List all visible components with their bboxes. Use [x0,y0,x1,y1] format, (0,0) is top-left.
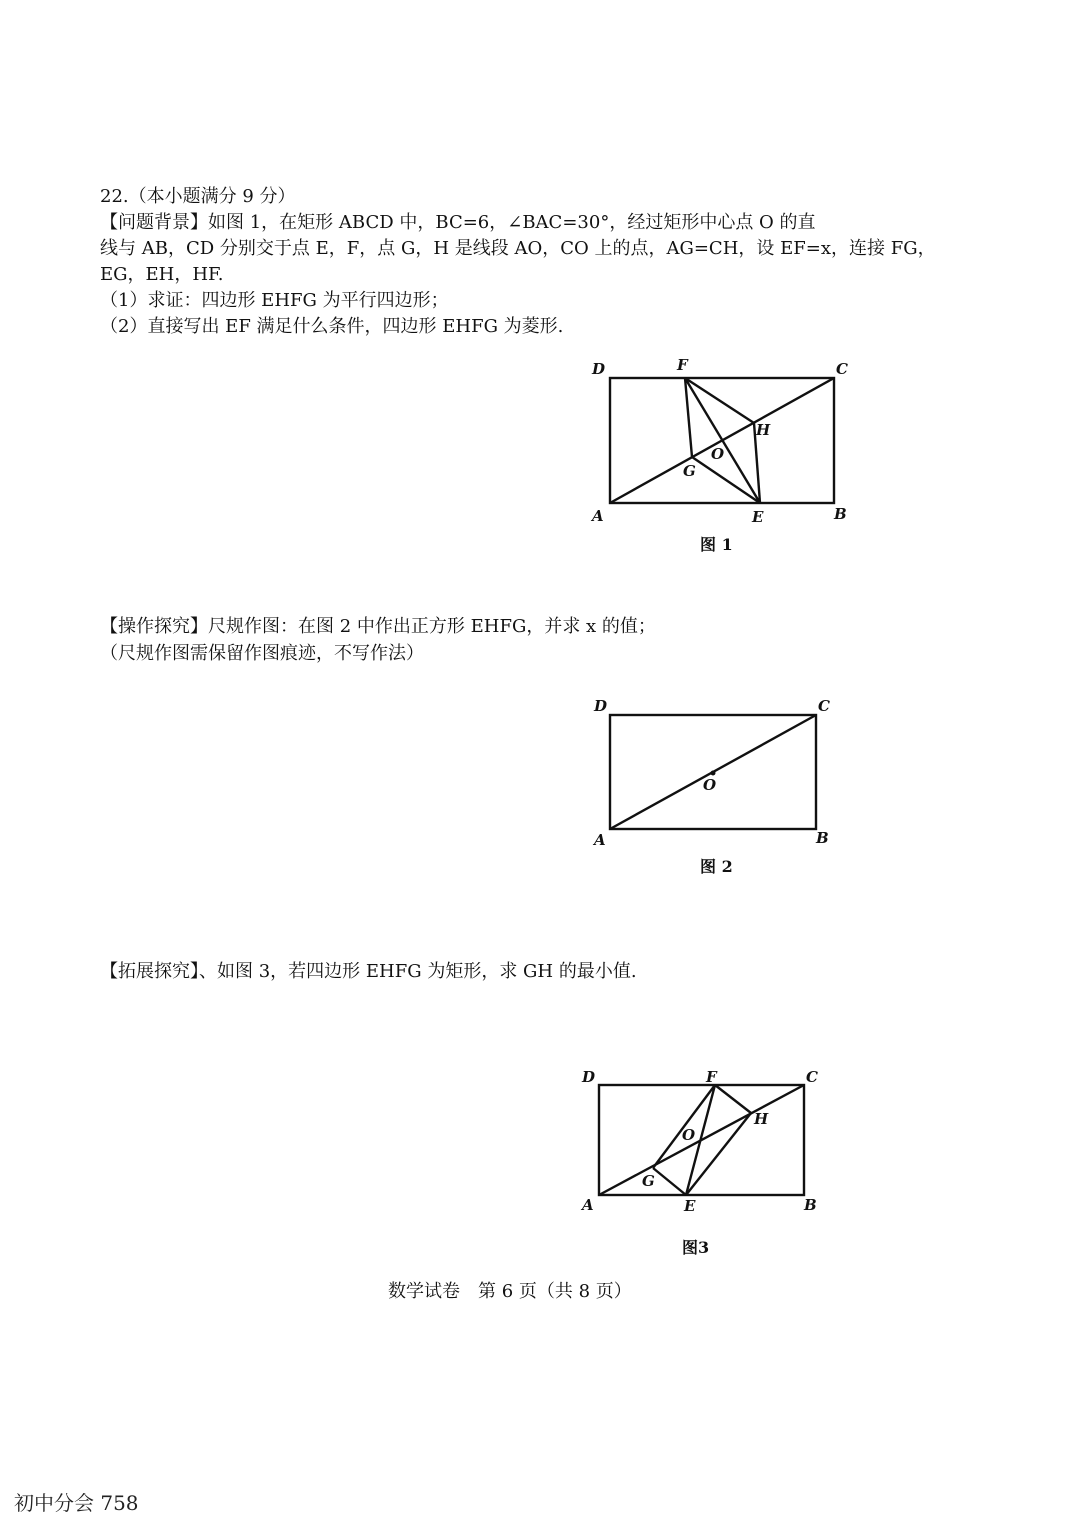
watermark-text: 初中分会 758 [14,1491,139,1515]
fig2-label-c: C [818,697,830,715]
fig2-label-d: D [594,697,608,715]
fig1-label-b: B [834,505,847,523]
fig3-label-o: O [682,1126,696,1144]
fig1-label-f: F [677,356,688,374]
question-heading: 22.（本小题满分 9 分） [100,186,296,207]
fig3-label-d: D [582,1068,596,1086]
fig2-label-o: O [703,776,717,794]
fig1-label-a: A [592,507,604,525]
fig3-label-b: B [804,1196,817,1214]
operation-line-2: （尺规作图需保留作图痕迹，不写作法） [100,643,424,664]
fig3-label-c: C [806,1068,818,1086]
figure-1 [580,350,870,530]
fig3-label-f: F [706,1068,717,1086]
figure-1-caption: 图 1 [700,535,733,554]
fig2-label-a: A [594,831,606,849]
background-line-1: 【问题背景】如图 1，在矩形 ABCD 中，BC=6，∠BAC=30°，经过矩形中心点 O 的直 [100,212,816,233]
figure-2-caption: 图 2 [700,857,733,876]
fig3-label-h: H [754,1110,769,1128]
page-footer: 数学试卷 第 6 页（共 8 页） [388,1281,632,1302]
fig1-segment-ge [692,457,760,503]
fig3-label-g: G [642,1172,655,1190]
fig3-label-a: A [582,1196,594,1214]
fig1-label-o: O [711,445,725,463]
fig1-label-d: D [592,360,606,378]
fig1-label-c: C [836,360,848,378]
part-2-text: （2）直接写出 EF 满足什么条件，四边形 EHFG 为菱形. [100,316,564,337]
fig1-label-h: H [756,421,771,439]
fig3-segment-ge [653,1168,686,1195]
fig3-label-e: E [684,1197,696,1215]
fig1-segment-hf [685,378,754,423]
fig1-segment-ef [685,378,760,503]
background-line-2: 线与 AB，CD 分别交于点 E，F，点 G，H 是线段 AO，CO 上的点，AG=CH，设 EF=x，连接 FG， [100,238,936,259]
background-line-3: EG，EH，HF. [100,264,224,285]
figure-3 [570,1060,850,1220]
fig2-center-point [711,771,716,776]
figure-3-caption: 图3 [682,1238,710,1257]
figure-2 [580,690,850,850]
operation-line-1: 【操作探究】尺规作图：在图 2 中作出正方形 EHFG，并求 x 的值； [100,616,656,637]
fig3-segment-hf [715,1085,751,1113]
part-1-text: （1）求证：四边形 EHFG 为平行四边形； [100,290,449,311]
fig2-label-b: B [816,829,829,847]
fig1-label-e: E [752,508,764,526]
fig1-label-g: G [683,462,696,480]
extension-line-1: 【拓展探究】、如图 3，若四边形 EHFG 为矩形，求 GH 的最小值. [100,961,637,982]
